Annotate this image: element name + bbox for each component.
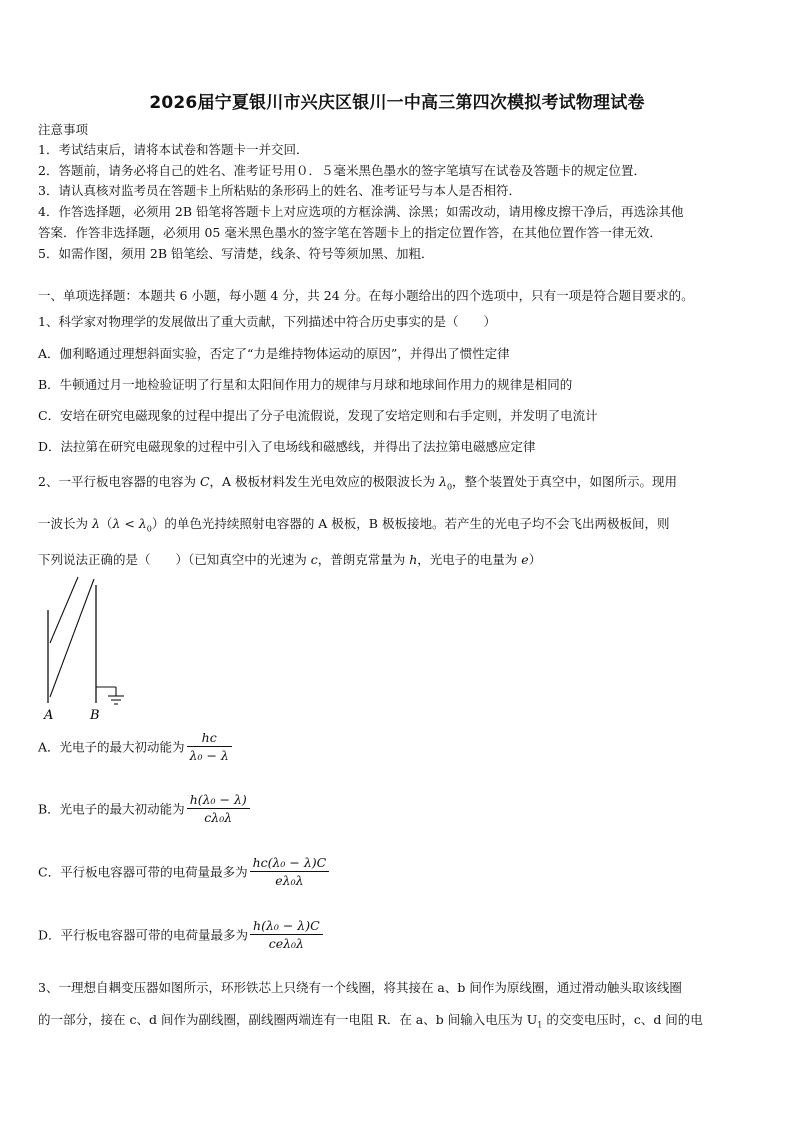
plate-b-label: B — [90, 708, 100, 723]
capacitor-figure — [30, 575, 140, 725]
page-title: 2026届宁夏银川市兴庆区银川一中高三第四次模拟考试物理试卷 — [149, 93, 645, 113]
question-2-option-a: A．光电子的最大初动能为 $\frac{hc}{\text{λ₀ − λ}}$ — [38, 730, 232, 763]
question-2-option-b: B．光电子的最大初动能为 $\frac{\text{h(λ₀ − λ)}}{\text{cλ₀λ}}$ — [38, 792, 250, 825]
question-3-stem-line1: 3、一理想自耦变压器如图所示，环形铁芯上只绕有一个线圈，将其接在 a、b 间作为原线圈，通过滑动触头取该线圈 — [38, 980, 682, 995]
question-1-stem: 1、科学家对物理学的发展做出了重大贡献，下列描述中符合历史事实的是（ ） — [38, 314, 496, 329]
notice-item: 1．考试结束后，请将本试卷和答题卡一并交回． — [38, 142, 309, 157]
question-1-option-c: C．安培在研究电磁现象的过程中提出了分子电流假说，发现了安培定则和右手定则，并发明了电流计 — [38, 408, 598, 423]
light-ray — [50, 579, 94, 697]
question-2-stem-line1: 2、一平行板电容器的电容为 C，A 极板材料发生光电效应的极限波长为 $\lambda_0$，整个装置处于真空中，如图所示。现用 — [38, 474, 678, 492]
notice-item: 4．作答选择题，必须用 2B 铅笔将答题卡上对应选项的方框涂满、涂黑；如需改动，请用橡皮擦干净后，再选涂其他 — [38, 204, 684, 219]
question-2-stem-line3: 下列说法正确的是（ ）（已知真空中的光速为 c，普朗克常量为 h，光电子的电量为 e） — [38, 552, 542, 567]
question-2-option-d: D．平行板电容器可带的电荷量最多为 $\frac{\text{h(λ₀ − λ)C}}{\text{ceλ₀λ}}$ — [38, 918, 323, 951]
section-heading: 一、单项选择题：本题共 6 小题，每小题 4 分，共 24 分。在每小题给出的四个选项中，只有一项是符合题目要求的。 — [38, 288, 694, 303]
notice-item: 3．请认真核对监考员在答题卡上所粘贴的条形码上的姓名、准考证号与本人是否相符． — [38, 183, 521, 198]
question-1-option-b: B．牛顿通过月一地检验证明了行星和太阳间作用力的规律与月球和地球间作用力的规律是相同的 — [38, 377, 573, 392]
question-3-stem-line2: 的一部分，接在 c、d 间作为副线圈，副线圈两端连有一电阻 R．在 a、b 间输入电压为 $U_1$ 的交变电压时，c、d 间的电 — [38, 1012, 703, 1030]
notice-heading: 注意事项 — [38, 122, 89, 137]
notice-item: 5．如需作图，须用 2B 铅笔绘、写清楚，线条、符号等须加黑、加粗． — [38, 246, 434, 261]
question-2-option-c: C．平行板电容器可带的电荷量最多为 $\frac{\text{hc(λ₀ − λ)C}}{\text{eλ₀λ}}$ — [38, 855, 329, 888]
question-1-option-a: A．伽利略通过理想斜面实验，否定了“力是维持物体运动的原因”，并得出了惯性定律 — [38, 346, 510, 361]
question-1-option-d: D．法拉第在研究电磁现象的过程中引入了电场线和磁感线，并得出了法拉第电磁感应定律 — [38, 439, 536, 454]
plate-a-label: A — [44, 708, 54, 723]
notice-item: 2．答题前，请务必将自己的姓名、准考证号用０．５毫米黑色墨水的签字笔填写在试卷及答题卡的规定位置． — [38, 163, 646, 178]
notice-item: 答案．作答非选择题，必须用 05 毫米黑色墨水的签字笔在答题卡上的指定位置作答，在其他位置作答一律无效． — [38, 225, 662, 240]
question-2-stem-line2: 一波长为 $\lambda(\lambda < \lambda_0)$的单色光持续照射电容器的 A 极板，B 极板接地。若产生的光电子均不会飞出两极板间，则 — [38, 516, 670, 534]
